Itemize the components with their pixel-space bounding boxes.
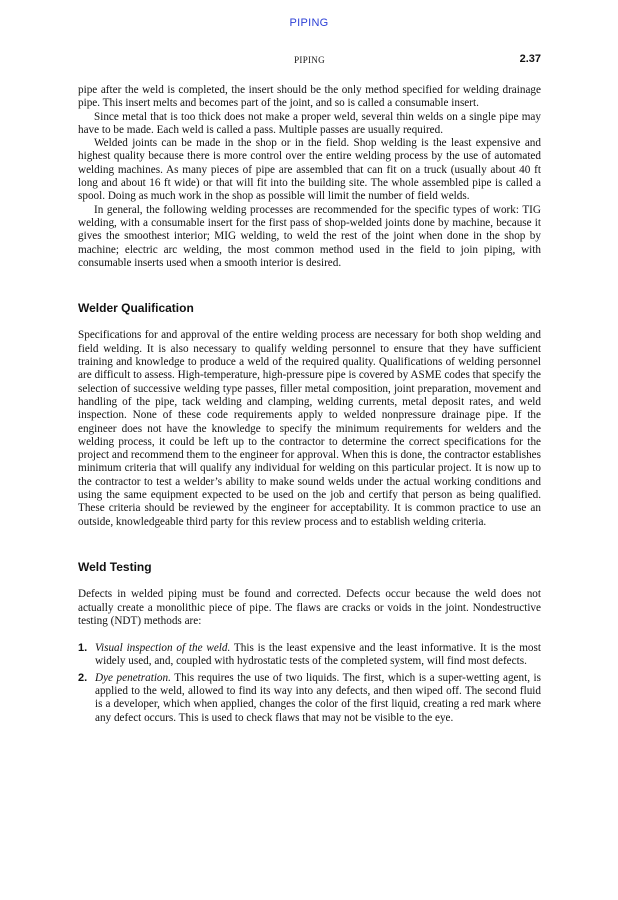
welder-qualification-paragraph: Specifications for and approval of the entire welding process are necessary for both shop welding and field welding. It is also necessary to qualify welding personnel to ensure that they have sufficient training and knowledge to produce a weld of the required quality. Qualifications of welding personnel are difficult to assess. High-temperature, high-pressure pipe is covered by ASME codes that specify the selection of successive welding type passes, filler metal composition, joint preparation, movement and handling of the pipe, tack welding and clamping, welding currents, metal deposit rates, and weld inspection. None of these code requirements apply to welded nonpressure drainage pipe. If the engineer does not have the knowledge to specify the minimum requirements for welders and the welding process, it could be left up to the contractor to determine the correct specifications for the project and recommend them to the engineer for approval. When this is done, the contractor establishes minimum criteria that will qualify any individual for welding on this particular project. It is now up to the contractor to test a welder’s ability to make sound welds under the actual working conditions and using the same equipment expected to be used on the job and certify that person as being qualified. These criteria should be reviewed by the engineer for acceptability. It is common practice to use an outside, knowledgeable third party for this review process and to establish welding criteria. (78, 329, 541, 528)
running-header (78, 55, 541, 71)
page-number: 2.37 (519, 53, 541, 65)
list-item-number: 2. (78, 671, 88, 684)
running-title: PIPING (294, 55, 325, 65)
intro-paragraph-3: Welded joints can be made in the shop or in the field. Shop welding is the least expensive and highest quality because there is more control over the entire welding process by the use of automated welding machines. As many pieces of pipe are assembled that can fit on a truck (usually about 40 ft long and about 16 ft wide) or that will fit into the building site. The whole assembled pipe is called a spool. Doing as much work in the shop as possible will limit the number of field welds. (78, 137, 541, 203)
list-item-text: This is the least expensive and the least informative. It is the most widely used, and, coupled with hydrostatic tests of the completed system, will find most defects. (95, 642, 541, 668)
ndt-methods-list (78, 642, 541, 725)
list-item-term: Dye penetration. (95, 671, 171, 684)
top-header-label: PIPING (289, 17, 329, 29)
intro-paragraph-1: pipe after the weld is completed, the insert should be the only method specified for welding drainage pipe. This insert melts and becomes part of the joint, and so is called a consumable insert. (78, 84, 541, 110)
list-item-term: Visual inspection of the weld. (95, 642, 231, 655)
weld-testing-heading: Weld Testing (78, 559, 152, 574)
intro-paragraph-4: In general, the following welding processes are recommended for the specific types of work: TIG welding, with a consumable insert for the first pass of shop-welded joints done by machine, because it gives the smoothest interior; MIG welding, to weld the rest of the joint when done in the shop by machine; electric arc welding, the most common method used in the field to join piping, with consumable inserts used when a smooth interior is desired. (78, 203, 541, 269)
list-item (78, 642, 541, 669)
list-item-number: 1. (78, 642, 88, 655)
weld-testing-paragraph: Defects in welded piping must be found and corrected. Defects occur because the weld does not actually create a monolithic piece of pipe. The flaws are cracks or voids in the joint. Nondestructive testing (NDT) methods are: (78, 588, 541, 627)
list-item-text: This requires the use of two liquids. The first, which is a super-wetting agent, is applied to the weld, allowed to find its way into any defects, and then wiped off. The second fluid is a developer, which when applied, changes the color of the first liquid, creating a red mark where any defect occurs. This is used to check flaws that may not be visible to the eye. (95, 671, 541, 724)
body-text (78, 84, 541, 728)
intro-paragraph-2: Since metal that is too thick does not make a proper weld, several thin welds on a single pipe may have to be made. Each weld is called a pass. Multiple passes are usually required. (78, 110, 541, 136)
welder-qualification-heading: Welder Qualification (78, 301, 194, 316)
list-item (78, 672, 541, 725)
